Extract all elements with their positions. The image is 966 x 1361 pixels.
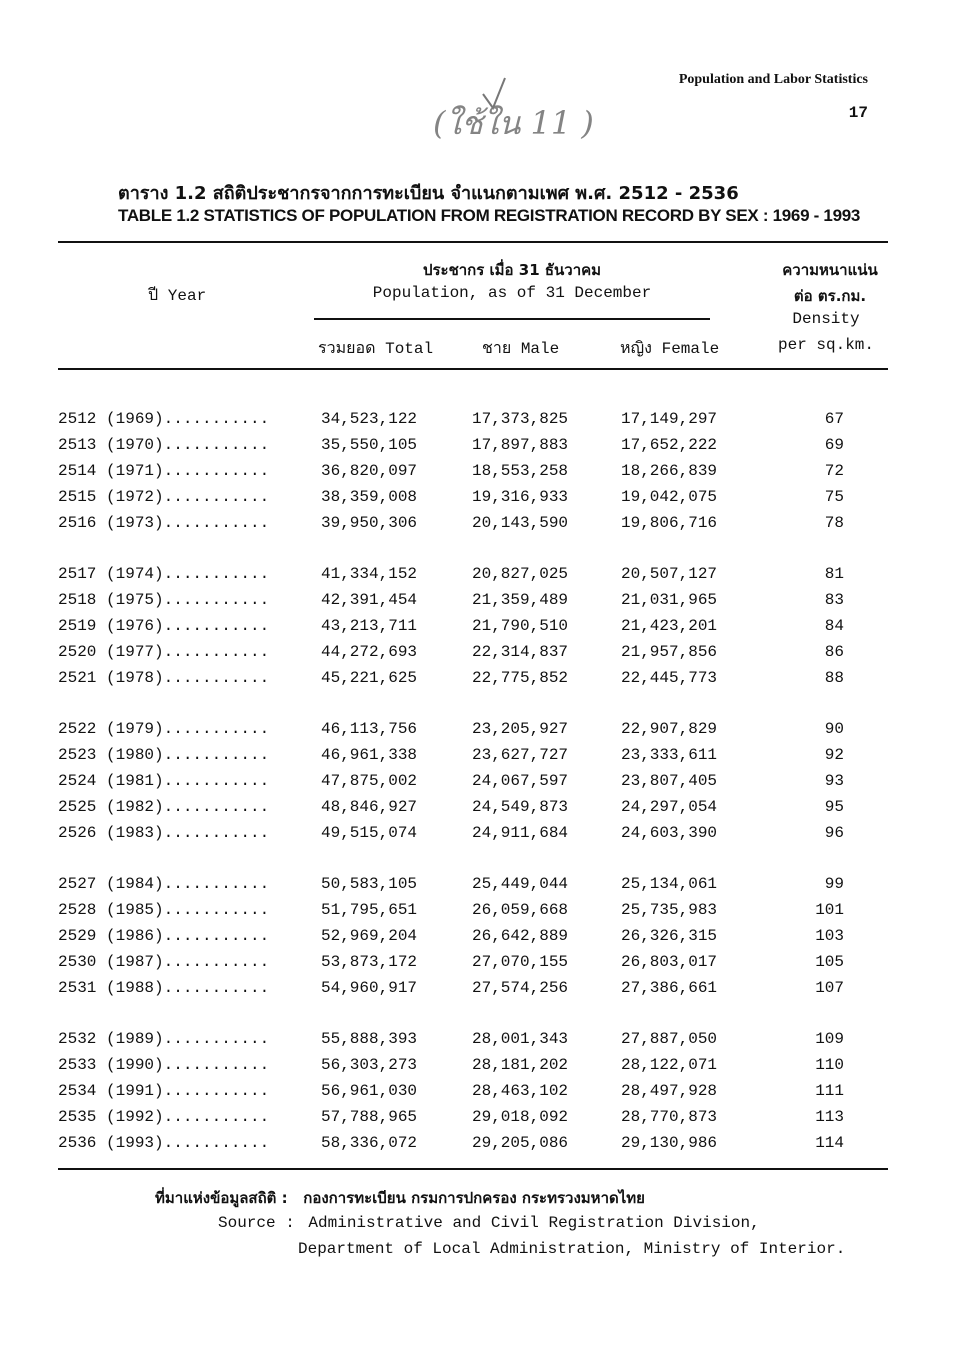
cell-female: 21,957,856 <box>621 643 718 661</box>
source-label: Source : <box>218 1214 295 1232</box>
cell-female: 29,130,986 <box>621 1134 718 1152</box>
cell-female: 21,423,201 <box>621 617 718 635</box>
table-row <box>58 875 888 901</box>
cell-female: 28,497,928 <box>621 1082 718 1100</box>
table-row <box>58 746 888 772</box>
header-density-english-2: per sq.km. <box>777 336 874 354</box>
cell-male: 28,463,102 <box>472 1082 569 1100</box>
table-title-english: TABLE 1.2 STATISTICS OF POPULATION FROM REGISTRATION RECORD BY SEX : 1969 - 1993 <box>118 206 861 225</box>
cell-total: 55,888,393 <box>321 1030 418 1048</box>
cell-female: 26,326,315 <box>621 927 718 945</box>
cell-density: 93 <box>824 772 844 790</box>
page-number: 17 <box>848 104 868 122</box>
table-row <box>58 565 888 591</box>
cell-female: 27,386,661 <box>621 979 718 997</box>
table-row <box>58 979 888 1005</box>
source-english <box>218 1214 760 1232</box>
table-row <box>58 798 888 824</box>
cell-density: 114 <box>815 1134 844 1152</box>
cell-total: 46,961,338 <box>321 746 418 764</box>
cell-male: 21,790,510 <box>472 617 569 635</box>
cell-year: 2519 (1976)........... <box>58 617 270 635</box>
table-row <box>58 617 888 643</box>
cell-female: 28,122,071 <box>621 1056 718 1074</box>
table-row <box>58 720 888 746</box>
population-subrule <box>314 318 710 320</box>
cell-year: 2521 (1978)........... <box>58 669 270 687</box>
cell-density: 109 <box>815 1030 844 1048</box>
cell-year: 2530 (1987)........... <box>58 953 270 971</box>
cell-male: 20,827,025 <box>472 565 569 583</box>
source-line-1: Administrative and Civil Registration Division, <box>308 1214 760 1232</box>
cell-density: 113 <box>815 1108 844 1126</box>
cell-total: 56,961,030 <box>321 1082 418 1100</box>
table-row <box>58 824 888 850</box>
cell-male: 28,181,202 <box>472 1056 569 1074</box>
cell-male: 24,067,597 <box>472 772 569 790</box>
table-row <box>58 669 888 695</box>
cell-female: 17,652,222 <box>621 436 718 454</box>
table-row <box>58 436 888 462</box>
cell-year: 2531 (1988)........... <box>58 979 270 997</box>
cell-male: 28,001,343 <box>472 1030 569 1048</box>
table-row <box>58 591 888 617</box>
table-row <box>58 901 888 927</box>
cell-total: 43,213,711 <box>321 617 418 635</box>
cell-year: 2533 (1990)........... <box>58 1056 270 1074</box>
cell-year: 2515 (1972)........... <box>58 488 270 506</box>
cell-year: 2526 (1983)........... <box>58 824 270 842</box>
header-female: หญิง Female <box>620 340 720 358</box>
cell-total: 38,359,008 <box>321 488 418 506</box>
cell-density: 95 <box>824 798 844 816</box>
cell-female: 25,134,061 <box>621 875 718 893</box>
cell-total: 51,795,651 <box>321 901 418 919</box>
cell-year: 2516 (1973)........... <box>58 514 270 532</box>
cell-total: 39,950,306 <box>321 514 418 532</box>
cell-year: 2524 (1981)........... <box>58 772 270 790</box>
cell-female: 17,149,297 <box>621 410 718 428</box>
cell-year: 2535 (1992)........... <box>58 1108 270 1126</box>
source-line-2: Department of Local Administration, Ministry of Interior. <box>298 1240 846 1258</box>
cell-density: 90 <box>824 720 844 738</box>
cell-density: 110 <box>815 1056 844 1074</box>
cell-female: 24,297,054 <box>621 798 718 816</box>
cell-female: 22,907,829 <box>621 720 718 738</box>
table-row <box>58 1056 888 1082</box>
cell-density: 99 <box>824 875 844 893</box>
table-row <box>58 643 888 669</box>
table-row <box>58 462 888 488</box>
cell-male: 26,059,668 <box>472 901 569 919</box>
cell-total: 42,391,454 <box>321 591 418 609</box>
header-density-thai-2: ต่อ ตร.กม. <box>793 287 867 305</box>
cell-density: 78 <box>824 514 844 532</box>
cell-year: 2532 (1989)........... <box>58 1030 270 1048</box>
cell-male: 22,314,837 <box>472 643 569 661</box>
cell-density: 84 <box>824 617 844 635</box>
cell-density: 83 <box>824 591 844 609</box>
cell-year: 2512 (1969)........... <box>58 410 270 428</box>
cell-total: 45,221,625 <box>321 669 418 687</box>
cell-density: 86 <box>824 643 844 661</box>
cell-male: 19,316,933 <box>472 488 569 506</box>
cell-male: 29,018,092 <box>472 1108 569 1126</box>
cell-total: 44,272,693 <box>321 643 418 661</box>
cell-density: 107 <box>815 979 844 997</box>
table-bottom-rule <box>58 1168 888 1170</box>
cell-male: 27,070,155 <box>472 953 569 971</box>
cell-female: 19,806,716 <box>621 514 718 532</box>
table-row <box>58 488 888 514</box>
table-row <box>58 410 888 436</box>
table-row <box>58 1134 888 1160</box>
cell-female: 21,031,965 <box>621 591 718 609</box>
cell-male: 29,205,086 <box>472 1134 569 1152</box>
cell-female: 25,735,983 <box>621 901 718 919</box>
header-population-english: Population, as of 31 December <box>372 284 652 302</box>
table-row <box>58 514 888 540</box>
cell-density: 69 <box>824 436 844 454</box>
cell-male: 17,897,883 <box>472 436 569 454</box>
cell-density: 105 <box>815 953 844 971</box>
cell-year: 2528 (1985)........... <box>58 901 270 919</box>
header-density-thai-1: ความหนาแน่น <box>782 261 878 279</box>
cell-year: 2517 (1974)........... <box>58 565 270 583</box>
cell-total: 49,515,074 <box>321 824 418 842</box>
cell-year: 2513 (1970)........... <box>58 436 270 454</box>
header-density-english-1: Density <box>792 310 860 328</box>
cell-male: 22,775,852 <box>472 669 569 687</box>
cell-density: 101 <box>815 901 844 919</box>
handwritten-note-text: (ใช้ใน 11 ) <box>433 104 594 142</box>
cell-year: 2534 (1991)........... <box>58 1082 270 1100</box>
cell-male: 20,143,590 <box>472 514 569 532</box>
cell-total: 41,334,152 <box>321 565 418 583</box>
cell-male: 23,627,727 <box>472 746 569 764</box>
header-population-thai: ประชากร เมื่อ 31 ธันวาคม <box>422 261 602 279</box>
cell-female: 28,770,873 <box>621 1108 718 1126</box>
cell-male: 18,553,258 <box>472 462 569 480</box>
cell-total: 34,523,122 <box>321 410 418 428</box>
table-top-rule <box>58 241 888 243</box>
cell-year: 2518 (1975)........... <box>58 591 270 609</box>
cell-density: 92 <box>824 746 844 764</box>
cell-male: 23,205,927 <box>472 720 569 738</box>
cell-density: 103 <box>815 927 844 945</box>
cell-female: 26,803,017 <box>621 953 718 971</box>
cell-total: 53,873,172 <box>321 953 418 971</box>
header-total: รวมยอด Total <box>318 340 434 358</box>
cell-female: 18,266,839 <box>621 462 718 480</box>
cell-year: 2520 (1977)........... <box>58 643 270 661</box>
handwritten-annotation <box>425 72 655 154</box>
header-male: ชาย Male <box>482 340 560 358</box>
cell-male: 24,911,684 <box>472 824 569 842</box>
source-thai <box>155 1186 645 1210</box>
table-row <box>58 953 888 979</box>
cell-density: 75 <box>824 488 844 506</box>
cell-female: 19,042,075 <box>621 488 718 506</box>
cell-female: 20,507,127 <box>621 565 718 583</box>
cell-total: 46,113,756 <box>321 720 418 738</box>
cell-density: 96 <box>824 824 844 842</box>
cell-female: 22,445,773 <box>621 669 718 687</box>
cell-male: 24,549,873 <box>472 798 569 816</box>
cell-female: 24,603,390 <box>621 824 718 842</box>
cell-total: 35,550,105 <box>321 436 418 454</box>
cell-year: 2514 (1971)........... <box>58 462 270 480</box>
cell-male: 25,449,044 <box>472 875 569 893</box>
cell-total: 57,788,965 <box>321 1108 418 1126</box>
cell-male: 26,642,889 <box>472 927 569 945</box>
cell-density: 81 <box>824 565 844 583</box>
cell-male: 17,373,825 <box>472 410 569 428</box>
cell-year: 2525 (1982)........... <box>58 798 270 816</box>
table-row <box>58 772 888 798</box>
source-thai-text: กองการทะเบียน กรมการปกครอง กระทรวงมหาดไทย <box>303 1189 645 1207</box>
table-row <box>58 1030 888 1056</box>
cell-year: 2523 (1980)........... <box>58 746 270 764</box>
cell-male: 27,574,256 <box>472 979 569 997</box>
cell-female: 27,887,050 <box>621 1030 718 1048</box>
cell-density: 72 <box>824 462 844 480</box>
cell-density: 88 <box>824 669 844 687</box>
cell-male: 21,359,489 <box>472 591 569 609</box>
cell-year: 2529 (1986)........... <box>58 927 270 945</box>
table-title-thai: ตาราง 1.2 สถิติประชากรจากการทะเบียน จำแนกตามเพศ พ.ศ. 2512 - 2536 <box>118 183 739 204</box>
table-row <box>58 1082 888 1108</box>
cell-total: 50,583,105 <box>321 875 418 893</box>
cell-density: 67 <box>824 410 844 428</box>
cell-total: 54,960,917 <box>321 979 418 997</box>
cell-female: 23,333,611 <box>621 746 718 764</box>
cell-total: 58,336,072 <box>321 1134 418 1152</box>
source-thai-label: ที่มาแห่งข้อมูลสถิติ : <box>155 1189 288 1207</box>
cell-female: 23,807,405 <box>621 772 718 790</box>
header-bottom-rule <box>58 368 888 370</box>
header-year: ปี Year <box>148 287 207 305</box>
cell-total: 36,820,097 <box>321 462 418 480</box>
cell-year: 2536 (1993)........... <box>58 1134 270 1152</box>
cell-total: 47,875,002 <box>321 772 418 790</box>
cell-density: 111 <box>815 1082 844 1100</box>
cell-total: 48,846,927 <box>321 798 418 816</box>
cell-total: 52,969,204 <box>321 927 418 945</box>
cell-year: 2522 (1979)........... <box>58 720 270 738</box>
table-row <box>58 1108 888 1134</box>
section-header: Population and Labor Statistics <box>678 72 868 87</box>
table-row <box>58 927 888 953</box>
cell-year: 2527 (1984)........... <box>58 875 270 893</box>
cell-total: 56,303,273 <box>321 1056 418 1074</box>
